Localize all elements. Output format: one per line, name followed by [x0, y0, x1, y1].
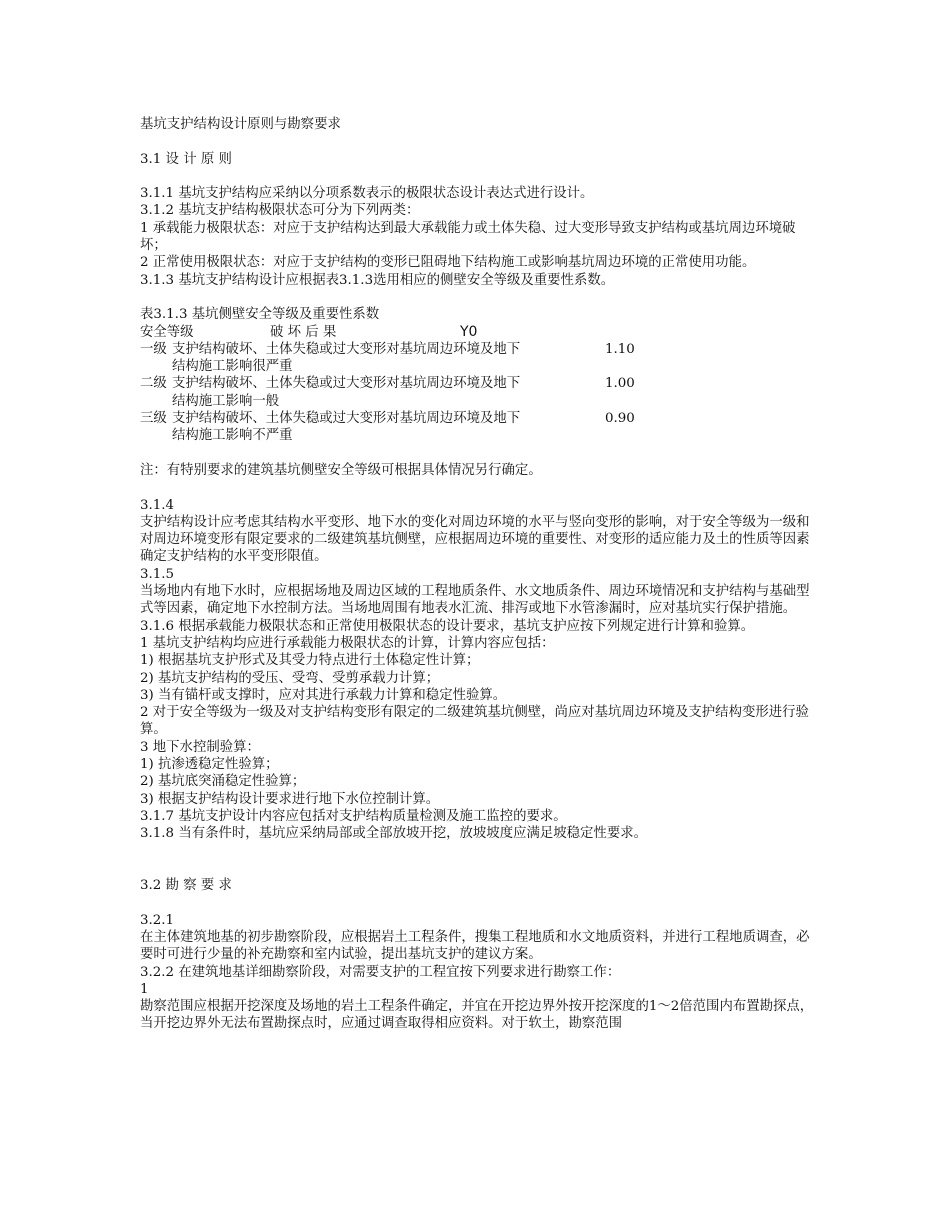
clause-3-1-1: 3.1.1 基坑支护结构应采纳以分项系数表示的极限状态设计表达式进行设计。	[140, 186, 594, 202]
clause-3-1-6-item-2: 2 对于安全等级为一级及对支护结构变形有限定的二级建筑基坑侧壁，尚应对基坑周边环境及支护结构变形进行验算。	[140, 705, 809, 738]
clause-3-1-8: 3.1.8 当有条件时，基坑应采纳局部或全部放坡开挖，放坡坡度应满足坡稳定性要求。	[140, 826, 647, 842]
clause-3-1-3: 3.1.3 基坑支护结构设计应根据表3.1.3选用相应的侧壁安全等级及重要性系数。	[140, 272, 615, 288]
safety-grade-table	[140, 306, 820, 444]
row-grade: 一级	[140, 341, 167, 357]
clause-3-1-2-item-1: 1 承载能力极限状态：对应于支护结构达到最大承载能力或土体失稳、过大变形导致支护结构或基坑周边环境破坏；	[140, 220, 796, 254]
table-row	[140, 410, 820, 445]
row-consequence-line1: 支护结构破坏、土体失稳或过大变形对基坑周边环境及地下	[172, 341, 521, 357]
row-consequence-line1: 支护结构破坏、土体失稳或过大变形对基坑周边环境及地下	[172, 376, 521, 392]
clause-3-1-7: 3.1.7 基坑支护设计内容应包括对支护结构质量检测及施工监控的要求。	[140, 808, 567, 824]
clause-3-1-6-item-1c: 3) 当有锚杆或支撑时，应对其进行承载力计算和稳定性验算。	[140, 687, 507, 703]
doc-title: 基坑支护结构设计原则与勘察要求	[140, 117, 341, 132]
row-consequence-line2: 结构施工影响不严重	[172, 428, 293, 444]
clause-3-1-6-item-1: 1 基坑支护结构均应进行承载能力极限状态的计算，计算内容应包括：	[140, 635, 555, 651]
table-note: 注：有特别要求的建筑基坑侧壁安全等级可根据具体情况另行确定。	[140, 462, 542, 478]
clause-3-1-6: 3.1.6 根据承载能力极限状态和正常使用极限状态的设计要求，基坑支护应按下列规定进行计算和验算。	[140, 618, 755, 634]
header-coefficient: Y0	[460, 323, 478, 340]
row-coefficient: 0.90	[605, 411, 635, 427]
clause-3-1-2-item-2: 2 正常使用极限状态：对应于支护结构的变形已阻碍地下结构施工或影响基坑周边环境的正常使用功能。	[140, 255, 756, 271]
clause-3-1-5: 当场地内有地下水时，应根据场地及周边区域的工程地质条件、水文地质条件、周边环境情况和支护结构与基础型式等因素，确定地下水控制方法。当场地周围有地表水汇流、排泻或地下水管渗漏时，应对基坑实行保护措施。	[140, 584, 810, 617]
clause-3-1-6-item-3c: 3) 根据支护结构设计要求进行地下水位控制计算。	[140, 791, 440, 807]
row-consequence-line2: 结构施工影响一般	[172, 393, 280, 409]
row-consequence-line1: 支护结构破坏、土体失稳或过大变形对基坑周边环境及地下	[172, 411, 521, 427]
row-coefficient: 1.00	[605, 376, 635, 392]
section-heading-3-2: 3.2 勘 察 要 求	[140, 878, 232, 894]
table-header	[140, 324, 820, 341]
clause-3-1-2: 3.1.2 基坑支护结构极限状态可分为下列两类：	[140, 203, 420, 219]
clause-3-1-4-number: 3.1.4	[140, 497, 175, 513]
clause-3-1-6-item-3a: 1) 抗渗透稳定性验算；	[140, 756, 279, 772]
clause-3-2-2-item-1-number: 1	[140, 981, 149, 997]
document-page	[140, 110, 820, 1033]
row-grade: 二级	[140, 376, 167, 392]
table-caption: 表3.1.3 基坑侧壁安全等级及重要性系数	[140, 307, 380, 323]
clause-3-2-1-number: 3.2.1	[140, 912, 175, 928]
section-heading-3-1: 3.1 设 计 原 则	[140, 151, 232, 167]
clause-3-2-2-item-1: 勘察范围应根据开挖深度及场地的岩土工程条件确定，并宜在开挖边界外按开挖深度的1～2倍范围内布置勘探点，当开挖边界外无法布置勘探点时，应通过调查取得相应资料。对于软土，勘察范围	[140, 999, 814, 1032]
clause-3-1-6-item-1a: 1) 根据基坑支护形式及其受力特点进行土体稳定性计算；	[140, 653, 480, 669]
clause-3-1-6-item-3b: 2) 基坑底突涌稳定性验算；	[140, 774, 306, 790]
header-grade: 安全等级	[140, 324, 194, 340]
clause-3-2-2: 3.2.2 在建筑地基详细勘察阶段，对需要支护的工程宜按下列要求进行勘察工作：	[140, 964, 621, 980]
clause-3-1-5-number: 3.1.5	[140, 566, 175, 582]
clause-3-1-6-item-1b: 2) 基坑支护结构的受压、受弯、受剪承载力计算；	[140, 670, 440, 686]
clause-3-1-6-item-3: 3 地下水控制验算：	[140, 739, 260, 755]
row-consequence-line2: 结构施工影响很严重	[172, 359, 293, 375]
table-row	[140, 375, 820, 410]
clause-3-2-1: 在主体建筑地基的初步勘察阶段，应根据岩土工程条件，搜集工程地质和水文地质资料，并进行工程地质调查，必要时可进行少量的补充勘察和室内试验，提出基坑支护的建议方案。	[140, 929, 810, 963]
clause-3-1-4: 支护结构设计应考虑其结构水平变形、地下水的变化对周边环境的水平与竖向变形的影响，对于安全等级为一级和对周边环境变形有限定要求的二级建筑基坑侧壁，应根据周边环境的重要性、对变形的适应能力及土的性质等因素确定支护结构的水平变形限值。	[140, 514, 810, 565]
table-row	[140, 341, 820, 376]
row-coefficient: 1.10	[605, 341, 635, 357]
row-grade: 三级	[140, 411, 167, 427]
header-consequence: 破 坏 后 果	[270, 324, 337, 340]
